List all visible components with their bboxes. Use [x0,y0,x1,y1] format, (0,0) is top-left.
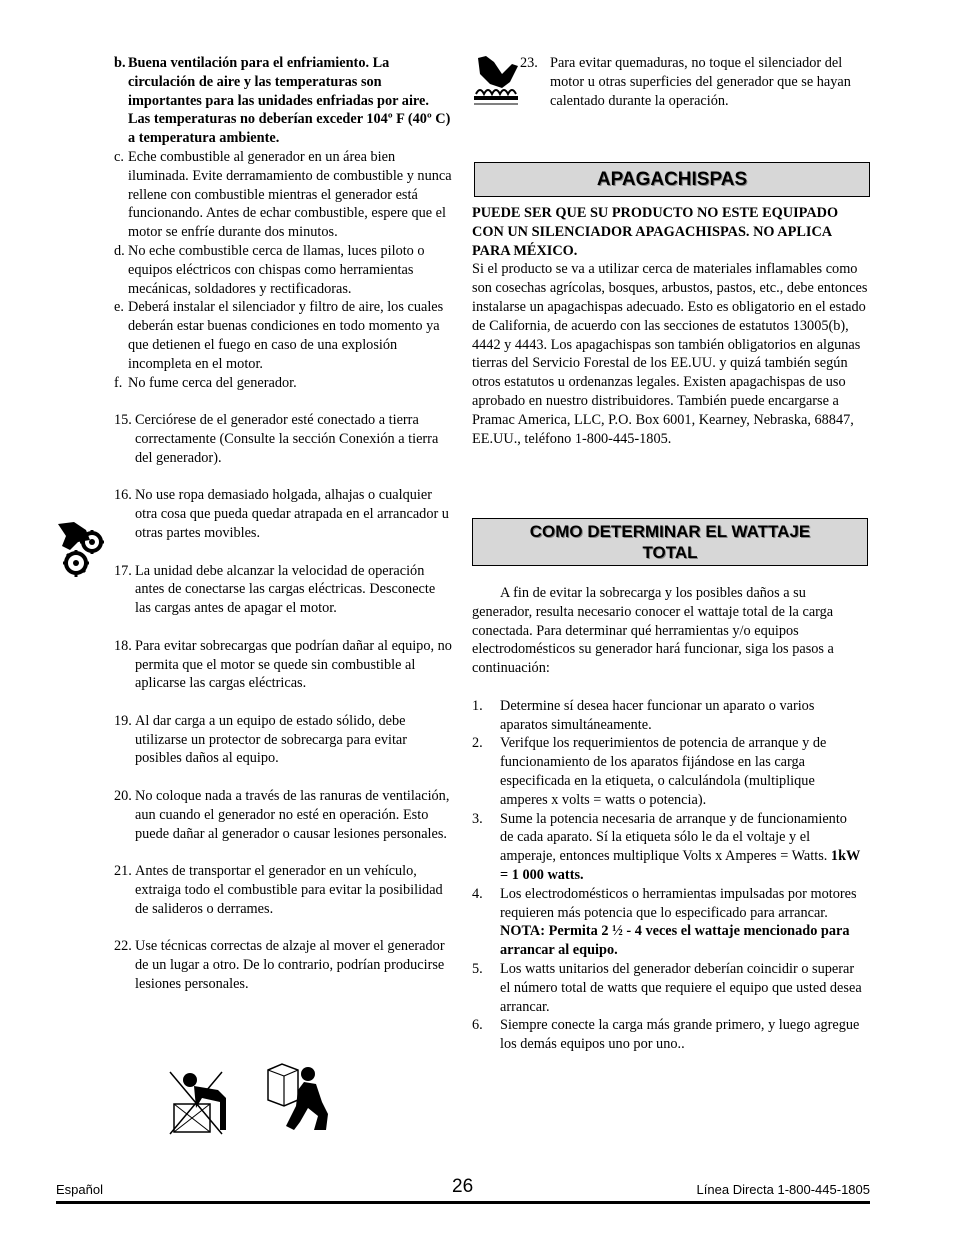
footer-rule [56,1201,870,1204]
item-number: 19. [114,712,132,729]
step-4: 4. Los electrodomésticos o herramientas impulsadas por motores requieren más potencia que lo especificado para arrancar. NOTA: Permita 2 ½ - 4 veces el wattaje mencionado para arrancar al equipo. [472,885,857,959]
subitem-label: c. [114,148,124,165]
step-6: 6. Siempre conecte la carga más grande primero, y luego agregue los demás equipos uno por uno.. [472,1017,860,1053]
left-column [114,54,454,994]
item-text: Antes de transportar el generador en un vehículo, extraiga todo el combustible para evitar la posibilidad de salideros o derrames. [135,863,443,917]
subitem-text: Eche combustible al generador en un área bien iluminada. Evite derramamiento de combustible y nunca rellene con combustible mientras el generador está funcionando. Antes de echar combustible, espere que el motor se enfríe durante dos minutos. [128,148,452,241]
subitem-text: Buena ventilación para el enfriamiento. La circulación de aire y las temperaturas son importantes para las unidades enfriadas por aire. Las temperaturas no deberían exceder 104º F (40º C) a temperatura ambiente. [128,55,451,147]
item-number: 21. [114,863,132,880]
step-2: 2. Verifque los requerimientos de potencia de arranque y de funcionamiento de los aparatos fijándose en las carga especificada en la etiqueta, o calculándola (multiplique amperes x volts = watts o potencia). [472,735,827,808]
spark-body: Si el producto se va a utilizar cerca de materiales inflamables como son cosechas agrícolas, bosques, arbustos, pastos, etc., debe entonces instalarse un apagachispas adecuado. Esto es obligatorio en el estado de California, de acuerdo con las secciones de estatutos 13005(b), 4442 y 4443. Los apagachispas son también obligatorios en algunas tierras del Servicio Forestal de los EE.UU. y quizá también según otros estatutos u ordenanzas legales. Existen apagachispas de uso aprobado en nuestro distribuidores. También puede encargarse a Pramac America, LLC, P.O. Box 6001, Kearney, Nebraska, 68847, EE.UU., teléfono 1-800-445-1805. [472,261,868,447]
page-number: 26 [452,1176,474,1197]
footer-hotline: Línea Directa 1-800-445-1805 [696,1182,870,1197]
subitem-label: d. [114,242,125,259]
item-number: 22. [114,938,132,955]
list-item-19 [114,712,454,768]
step-3: 3. Sume la potencia necesaria de arranque y de funcionamiento de cada aparato. Sí la etiqueta sólo le da el voltaje y el amperaje, entonces multiplique Volts x Amperes = Watts. 1kW = 1 000 watts. [472,810,861,883]
item-23 [520,54,860,110]
step-5: 5. Los watts unitarios del generador deberían coincidir o superar el número total de watts que requiere el equipo que usted desea arrancar. [472,960,862,1015]
subitem-e [114,298,454,373]
list-item-20 [114,787,454,843]
item-text: La unidad debe alcanzar la velocidad de operación antes de conectarse las cargas eléctricas. Desconecte las cargas antes de apagar el motor. [135,562,436,617]
wattage-intro: A fin de evitar la sobrecarga y los posibles daños a su generador, resulta necesario conocer el wattaje total de la carga conectada. Para determinar qué herramientas y/o equipos electrodomésticos su generador hará funcionar, siga los pasos a continuación: [472,585,834,677]
correct-lifting-icon [264,1062,334,1134]
item-number: 23. [520,55,538,71]
subitem-label: b. [114,55,126,71]
subitem-f [114,374,454,393]
item-number: 20. [114,788,132,805]
footer-language: Español [56,1182,103,1197]
item-text: No coloque nada a través de las ranuras de ventilación, aun cuando el generador no esté en operación. Esto puede dañar al generador o causar lesiones personales. [135,788,450,842]
hot-surface-icon [472,54,518,110]
item-number: 18. [114,637,132,654]
list-item-16 [114,486,454,542]
subitem-label: f. [114,374,123,391]
wattage-section [472,584,862,1054]
list-item-22 [114,937,454,993]
list-item-18 [114,637,454,693]
incorrect-lifting-icon [168,1068,232,1138]
list-item-21 [114,862,454,918]
spark-arrester-heading: APAGACHISPAS [474,162,870,197]
subitem-text: No eche combustible cerca de llamas, luces piloto o equipos eléctricos con chispas como herramientas mecánicas, soldadores y rectificadoras. [128,242,425,297]
item-number: 15. [114,412,132,429]
item-text: Al dar carga a un equipo de estado sólido, debe utilizarse un protector de sobrecarga para evitar posibles daños al equipo. [135,712,408,767]
subitem-d [114,242,454,298]
item-text: No use ropa demasiado holgada, alhajas o cualquier otra cosa que pueda quedar atrapada en el arrancador u otras partes movibles. [135,487,449,541]
subitem-label: e. [114,299,124,316]
list-item-15 [114,411,454,467]
note: NOTA: Permita 2 ½ - 4 veces el wattaje mencionado para arrancar al equipo. [500,923,850,959]
item-text: Use técnicas correctas de alzaje al mover el generador de un lugar a otro. De lo contrario, podrían producirse lesiones personales. [135,938,445,993]
subitem-text: No fume cerca del generador. [128,374,297,391]
entanglement-hazard-icon [56,520,108,580]
subitem-b [114,54,454,148]
subitem-c [114,148,454,242]
subitem-text: Deberá instalar el silenciador y filtro de aire, los cuales deberán estar buenas condiciones en todo momento ya que detienen el fuego en caso de una explosión incompleta en el motor. [128,299,444,372]
item-text: Cerciórese de el generador esté conectado a tierra correctamente (Consulte la sección Conexión a tierra del generador). [135,412,439,466]
list-item-17 [114,562,454,618]
wattage-heading: COMO DETERMINAR EL WATTAJE TOTAL [472,518,868,566]
spark-arrester-section [472,204,868,448]
item-text: Para evitar quemaduras, no toque el silenciador del motor u otras superficies del generador que se hayan calentado durante la operación. [550,55,851,109]
spark-warning: PUEDE SER QUE SU PRODUCTO NO ESTE EQUIPADO CON UN SILENCIADOR APAGACHISPAS. NO APLICA PARA MÉXICO. [472,205,839,259]
item-text: Para evitar sobrecargas que podrían dañar al equipo, no permita que el motor se quede sin combustible al aplicarse las cargas eléctricas. [135,637,452,692]
item-number: 17. [114,562,132,579]
step-1: 1. Determine sí desea hacer funcionar un aparato o varios aparatos simultáneamente. [472,697,815,733]
item-number: 16. [114,487,132,504]
